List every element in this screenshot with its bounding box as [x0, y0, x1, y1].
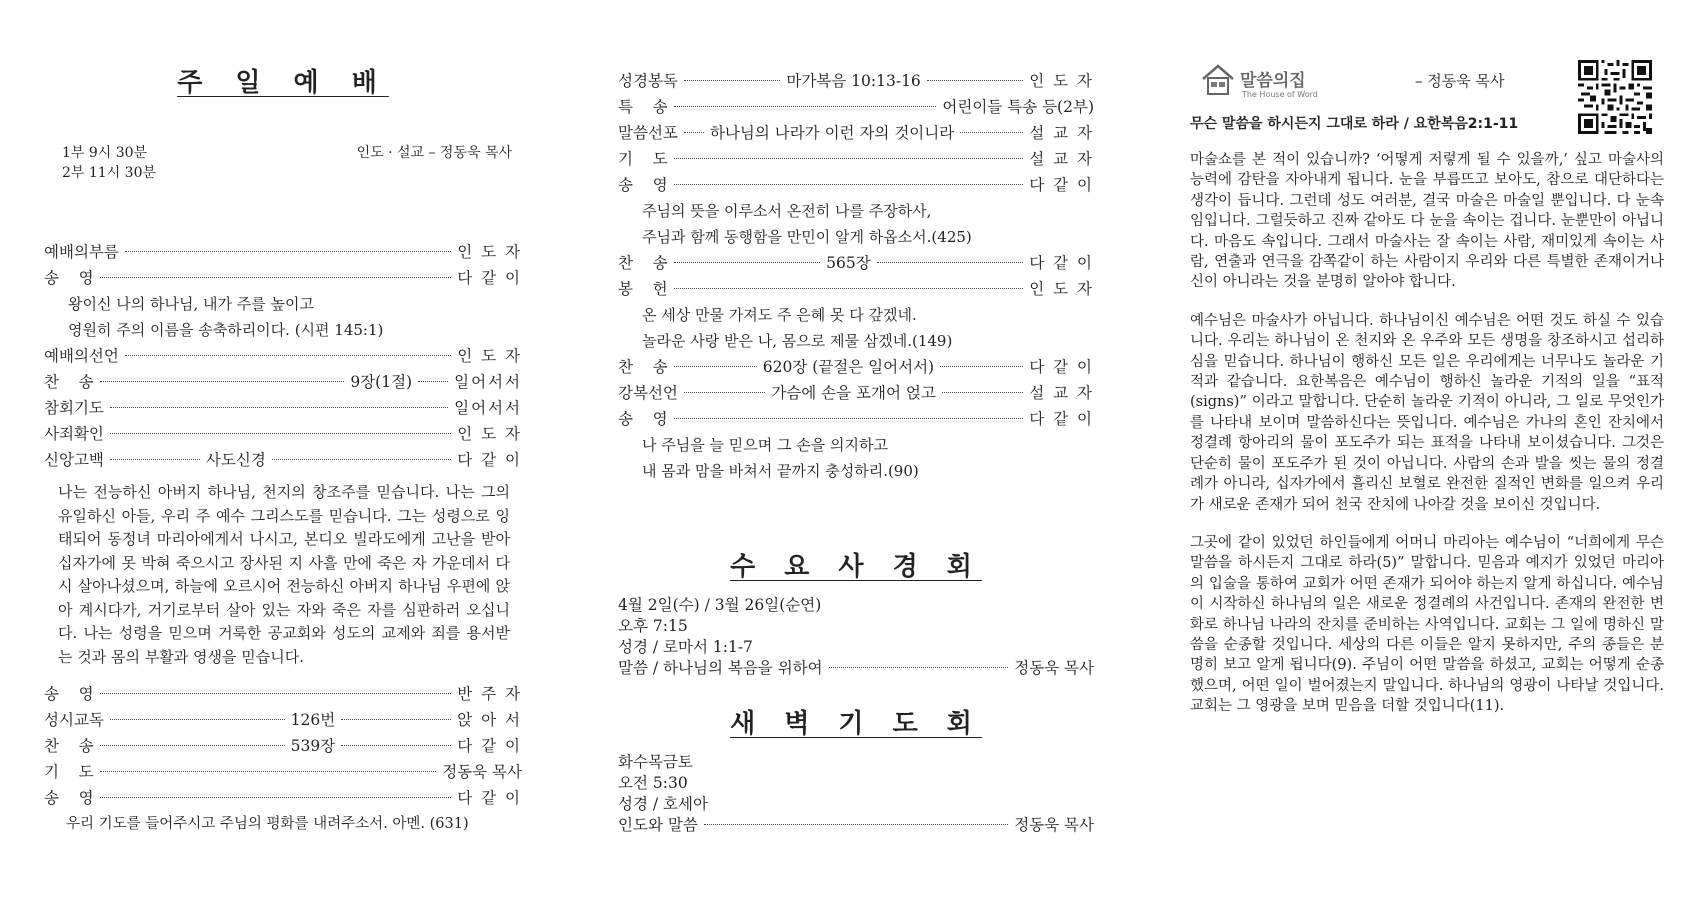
leader-dots	[110, 719, 285, 720]
order-mid: 9장(1절)	[350, 373, 413, 391]
sermon-paragraph: 예수님은 마술사가 아닙니다. 하나님이신 예수님은 어떤 것도 하실 수 있습니다. 우리는 하나님이 온 천지와 온 우주와 모든 생명을 창조하시고 섭리하심을 믿습니다. 하나님이 행하신 모든 일은 우리에게는 너무나도 놀라운 기적과 같습니다. 요한복음은 예수님이 행하신 놀라운 기적의 일을 “표적(signs)” 이라고 말합니다. 단순히 놀라운 기적이 아니라, 그 일로 무엇인가를 나타내 보이며 말씀하신다는 뜻입니다. 예수님은 가나의 혼인 잔치에서 정결례 항아리의 물이 포도주가 되는 표적을 나타내 보이셨습니다. 그것은 단순히 물이 포도주가 된 것이 아닙니다. 사람의 손과 발을 씻는 물의 정결례가 아니라, 십자가에서 흘리신 보혈로 완전한 질적인 변화를 일으켜 우리가 새로운 존재가 되어 천국 잔치에 나아갈 것을 보이신 것입니다.	[1190, 312, 1664, 513]
order-row	[44, 239, 522, 265]
order-row	[44, 707, 522, 733]
leader-dots	[272, 459, 451, 460]
order-who: 인 도 자	[457, 425, 522, 443]
leader-dots	[674, 184, 1024, 185]
order-row	[44, 759, 522, 785]
order-row	[618, 276, 1094, 302]
column-author: – 정동욱 목사	[1415, 72, 1505, 90]
order-row	[44, 369, 522, 395]
order-row	[44, 785, 522, 811]
info-line: 화수목금토	[618, 753, 693, 771]
order-row	[44, 343, 522, 369]
order-who: 인 도 자	[1029, 280, 1094, 298]
sermon-paragraph: 마술쇼를 본 적이 있습니까? ‘어떻게 저렇게 될 수 있을까,’ 싶고 마술사의 능력에 감탄을 자아내게 됩니다. 눈을 부릅뜨고 보아도, 참으로 대단하다는 생각이 듭니다. 그런데 성도 여러분, 결국 마술은 마술일 뿐입니다. 다 눈속임입니다. 그럴듯하고 진짜 같아도 다 눈을 속이는 겁니다. 눈뿐만이 아닙니다. 마음도 속입니다. 그래서 마술사는 잘 속이는 사람, 재미있게 속이는 사람, 연출과 연극을 감쪽같이 하는 사람이지 우리와 다른 특별한 존재이거나 신이 아니라는 것을 분명히 알아야 합니다.	[1190, 152, 1664, 291]
order-who: 다 같 이	[457, 269, 522, 287]
order-row	[44, 421, 522, 447]
order-label: 봉 헌	[618, 280, 668, 298]
hymn-line: 주님과 함께 동행함을 만민이 알게 하옵소서.(425)	[642, 228, 972, 246]
column-worship-continued	[618, 0, 1094, 836]
order-list-a	[44, 239, 522, 291]
order-row	[44, 733, 522, 759]
order-who: 설 교 자	[1029, 384, 1095, 402]
order-label: 예배의부름	[44, 243, 119, 261]
leader-dots	[110, 407, 448, 408]
leader-dots	[684, 80, 780, 81]
column-sunday-worship	[44, 0, 522, 837]
order-list-c	[44, 681, 522, 811]
order-who: 다 같 이	[457, 737, 522, 755]
info-line: 오전 5:30	[618, 774, 688, 792]
order-mid: 620장 (끝절은 일어서서)	[762, 358, 935, 376]
order-label: 송 영	[44, 269, 94, 287]
wednesday-study-title: 수 요 사 경 회	[730, 552, 982, 582]
order-label: 찬 송	[618, 358, 668, 376]
order-label: 송 영	[618, 410, 668, 428]
order-list-b	[44, 343, 522, 473]
leader-dots	[110, 459, 200, 460]
order-list-c	[618, 354, 1094, 432]
hymn-verse-a	[44, 291, 522, 343]
order-label: 사죄확인	[44, 425, 104, 443]
leader-dots	[110, 433, 451, 434]
officiant: 인도 · 설교 – 정동욱 목사	[356, 145, 512, 161]
leader-dots	[100, 693, 452, 694]
dawn-prayer-title: 새 벽 기 도 회	[730, 709, 982, 739]
order-label: 성시교독	[44, 711, 104, 729]
order-row	[618, 120, 1094, 146]
order-label: 찬 송	[44, 737, 94, 755]
order-who: 다 같 이	[1029, 410, 1094, 428]
sermon-row	[618, 658, 1094, 679]
order-label: 기 도	[44, 763, 94, 781]
sermon-label: 말씀 / 하나님의 복음을 위하여	[618, 659, 823, 677]
info-line: 오후 7:15	[618, 617, 688, 635]
sermon-who: 정동욱 목사	[1014, 659, 1094, 677]
leader-dots	[960, 132, 1023, 133]
order-row	[618, 94, 1094, 120]
order-row	[44, 265, 522, 291]
logo-subtitle: The House of Word	[1242, 90, 1318, 99]
leader-dots	[829, 667, 1009, 668]
order-label: 예배의선언	[44, 347, 119, 365]
order-label: 찬 송	[618, 254, 668, 272]
info-line: 성경 / 로마서 1:1-7	[618, 638, 753, 656]
order-row	[44, 395, 522, 421]
leader-dots	[674, 288, 1024, 289]
info-line: 성경 / 호세아	[618, 795, 708, 813]
order-label: 특 송	[618, 98, 668, 116]
order-label: 송 영	[44, 789, 94, 807]
order-who: 다 같 이	[1029, 358, 1095, 376]
leader-dots	[674, 158, 1024, 159]
order-label: 송 영	[618, 176, 668, 194]
order-who: 설 교 자	[1029, 124, 1094, 142]
leader-dots	[341, 719, 451, 720]
order-who: 다 같 이	[457, 451, 522, 469]
order-mid: 539장	[290, 737, 336, 755]
logo-wordmark: 말씀의집	[1240, 71, 1306, 91]
order-who: 설 교 자	[1029, 150, 1094, 168]
closing-blessing: 우리 기도를 들어주시고 주님의 평화를 내려주소서. 아멘. (631)	[66, 816, 469, 832]
order-row	[44, 447, 522, 473]
order-who: 어린이들 특송 등(2부)	[942, 98, 1094, 116]
apostles-creed-text: 나는 전능하신 아버지 하나님, 천지의 창조주를 믿습니다. 나는 그의 유일하신 아들, 우리 주 예수 그리스도를 믿습니다. 그는 성령으로 잉태되어 동정녀 마리아에게서 나시고, 본디오 빌라도에게 고난을 받아 십자가에 못 박혀 죽으시고 장사된 지 사흘 만에 죽은 자 가운데서 다시 살아나셨으며, 하늘에 오르시어 전능하신 아버지 하나님 우편에 앉아 계시다가, 거기로부터 살아 있는 자와 죽은 자를 심판하러 오십니다. 나는 성령을 믿으며 거룩한 공교회와 성도의 교제와 죄를 용서받는 것과 몸의 부활과 영생을 믿습니다.	[58, 483, 510, 666]
service-time-2: 2부 11시 30분	[62, 165, 157, 181]
hymn-line: 내 몸과 맘을 바쳐서 끝까지 충성하리.(90)	[642, 462, 919, 480]
hymn-verse-a	[618, 198, 1094, 250]
order-label: 강복선언	[618, 384, 678, 402]
order-who: 다 같 이	[1029, 176, 1094, 194]
order-who: 다 같 이	[1029, 254, 1094, 272]
order-row	[618, 146, 1094, 172]
order-row	[618, 172, 1094, 198]
order-who: 인 도 자	[457, 243, 522, 261]
order-mid: 하나님의 나라가 이런 자의 것이니라	[709, 124, 955, 142]
order-label: 말씀선포	[618, 124, 678, 142]
order-label: 송 영	[44, 685, 94, 703]
hymn-line: 영원히 주의 이름을 송축하리이다. (시편 145:1)	[68, 321, 384, 339]
order-who: 반 주 자	[457, 685, 522, 703]
leader-dots	[684, 132, 704, 133]
wednesday-study-info	[618, 595, 1094, 679]
leader-dots	[674, 262, 821, 263]
hymn-verse-b	[618, 302, 1094, 354]
sermon-headline: 무슨 말씀을 하시든지 그대로 하라 / 요한복음2:1-11	[1190, 116, 1519, 132]
order-list-b	[618, 250, 1094, 302]
order-row	[44, 681, 522, 707]
order-who: 일어서서	[454, 373, 522, 391]
hymn-line: 온 세상 만물 가져도 주 은혜 못 다 갚겠네.	[642, 306, 917, 324]
order-mid: 126번	[290, 711, 336, 729]
sermon-who: 정동욱 목사	[1014, 816, 1094, 834]
leader-dots	[100, 797, 452, 798]
order-who: 인 도 자	[1029, 72, 1095, 90]
leader-dots	[125, 355, 451, 356]
order-label: 신앙고백	[44, 451, 104, 469]
order-row	[618, 68, 1094, 94]
order-row	[618, 380, 1094, 406]
leader-dots	[100, 381, 345, 382]
order-who: 일어서서	[454, 399, 522, 417]
qr-code-icon[interactable]	[1578, 60, 1652, 134]
sunday-worship-title: 주 일 예 배	[177, 68, 389, 98]
hymn-line: 주님의 뜻을 이루소서 온전히 나를 주장하사,	[642, 202, 932, 220]
order-who: 인 도 자	[457, 347, 522, 365]
order-row	[618, 354, 1094, 380]
leader-dots	[125, 251, 451, 252]
leader-dots	[940, 366, 1023, 367]
leader-dots	[674, 106, 937, 107]
hymn-verse-c	[618, 432, 1094, 484]
order-who: 앉 아 서	[457, 711, 522, 729]
leader-dots	[674, 366, 757, 367]
order-mid: 가슴에 손을 포개어 얹고	[771, 384, 936, 402]
info-line: 4월 2일(수) / 3월 26일(순연)	[618, 596, 822, 614]
order-who: 정동욱 목사	[442, 763, 522, 781]
service-times	[62, 143, 156, 183]
order-mid: 마가복음 10:13-16	[786, 72, 921, 90]
hymn-line: 나 주님을 늘 믿으며 그 손을 의지하고	[642, 436, 888, 454]
leader-dots	[684, 392, 765, 393]
leader-dots	[877, 262, 1024, 263]
order-label: 참회기도	[44, 399, 104, 417]
dawn-prayer-info	[618, 752, 1094, 836]
order-list-a	[618, 68, 1094, 198]
house-logo-icon	[1200, 62, 1236, 98]
leader-dots	[704, 824, 1008, 825]
order-label: 찬 송	[44, 373, 94, 391]
order-label: 성경봉독	[618, 72, 678, 90]
sermon-label: 인도와 말씀	[618, 816, 698, 834]
column-sermon-column	[1190, 0, 1664, 717]
leader-dots	[100, 771, 437, 772]
leader-dots	[100, 745, 285, 746]
order-row	[618, 406, 1094, 432]
service-time-1: 1부 9시 30분	[62, 145, 148, 161]
order-row	[618, 250, 1094, 276]
leader-dots	[927, 80, 1023, 81]
column-header	[1190, 0, 1664, 110]
sermon-paragraph: 그곳에 같이 있었던 하인들에게 어머니 마리아는 예수님이 “너희에게 무슨 말씀을 하시든지 그대로 하라(5)” 말합니다. 믿음과 예지가 있었던 마리아의 입술을 통하여 교회가 어떤 존재가 되어야 하는지 알게 하십니다. 예수님이 시작하신 하나님의 일은 새로운 정결례의 사건입니다. 존재의 완전한 변화로 하나님 나라의 잔치를 준비하는 사역입니다. 교회는 그 일에 명하신 말씀을 순종할 것입니다. 세상의 다른 이들은 알지 못하지만, 주의 종들은 분명히 보고 알게 됩니다(9). 주님이 어떤 말씀을 하셨고, 교회는 어떻게 순종했으며, 어떤 일이 벌어졌는지 말입니다. 하나님의 영광이 나타날 것입니다. 교회는 그 영광을 보며 믿음을 더할 것입니다(11).	[1190, 534, 1664, 715]
leader-dots	[674, 418, 1024, 419]
order-label: 기 도	[618, 150, 668, 168]
order-who: 다 같 이	[457, 789, 522, 807]
leader-dots	[418, 381, 448, 382]
sermon-row	[618, 815, 1094, 836]
order-mid: 사도신경	[205, 451, 266, 469]
leader-dots	[942, 392, 1023, 393]
hymn-line: 놀라운 사랑 받은 나, 몸으로 제물 삼겠네.(149)	[642, 332, 953, 350]
leader-dots	[100, 277, 452, 278]
order-mid: 565장	[826, 254, 871, 272]
hymn-line: 왕이신 나의 하나님, 내가 주를 높이고	[68, 295, 314, 313]
leader-dots	[341, 745, 451, 746]
